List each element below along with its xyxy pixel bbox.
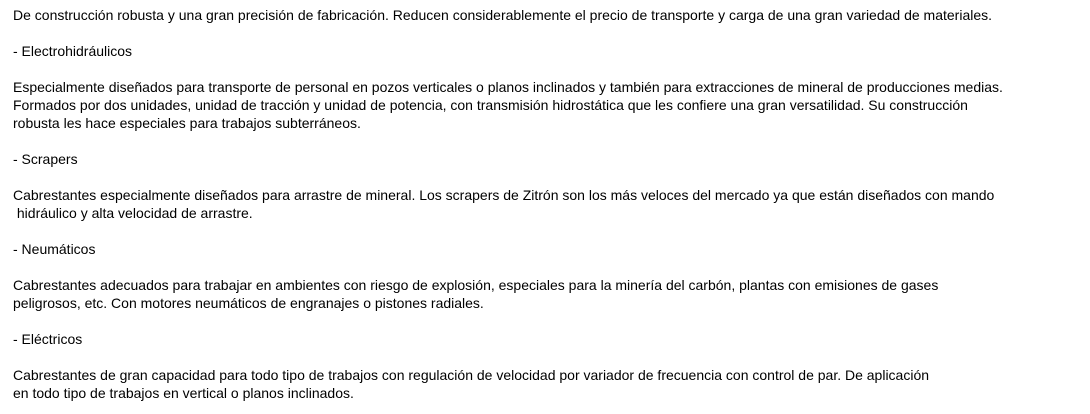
section-paragraph: [13, 366, 1075, 402]
text-line: en todo tipo de trabajos en vertical o planos inclinados.: [13, 385, 354, 401]
text-line: peligrosos, etc. Con motores neumáticos de engranajes o pistones radiales.: [13, 295, 484, 311]
section-heading: - Electrohidráulicos: [13, 43, 133, 59]
section-paragraph: [13, 186, 1075, 222]
text-line: Formados por dos unidades, unidad de tracción y unidad de potencia, con transmisión hidrostática que les confiere una gran versatilidad. Su construcción: [13, 97, 968, 113]
text-line: robusta les hace especiales para trabajos subterráneos.: [13, 115, 361, 131]
intro-paragraph: [13, 6, 1075, 24]
text-line: Cabrestantes especialmente diseñados para arrastre de mineral. Los scrapers de Zitrón son los más veloces del mercado ya que están diseñados con mando: [13, 187, 995, 203]
section-paragraph: [13, 78, 1075, 132]
section-electricos: [13, 330, 1075, 402]
text-line: Cabrestantes de gran capacidad para todo tipo de trabajos con regulación de velocidad por variador de frecuencia con control de par. De aplicación: [13, 367, 930, 383]
section-heading: - Eléctricos: [13, 331, 83, 347]
text-line: Especialmente diseñados para transporte de personal en pozos verticales o planos inclinados y también para extracciones de mineral de producciones medias.: [13, 79, 1003, 95]
text-line: hidráulico y alta velocidad de arrastre.: [13, 205, 253, 221]
section-heading: - Scrapers: [13, 151, 78, 167]
section-heading: - Neumáticos: [13, 241, 96, 257]
text-line: De construcción robusta y una gran precisión de fabricación. Reducen considerablemente el precio de transporte y carga de una gran variedad de materiales.: [13, 7, 993, 23]
section-paragraph: [13, 276, 1075, 312]
text-line: Cabrestantes adecuados para trabajar en ambientes con riesgo de explosión, especiales para la minería del carbón, plantas con emisiones de gases: [13, 277, 939, 293]
section-electrohidraulicos: [13, 42, 1075, 132]
section-neumaticos: [13, 240, 1075, 312]
section-scrapers: [13, 150, 1075, 222]
